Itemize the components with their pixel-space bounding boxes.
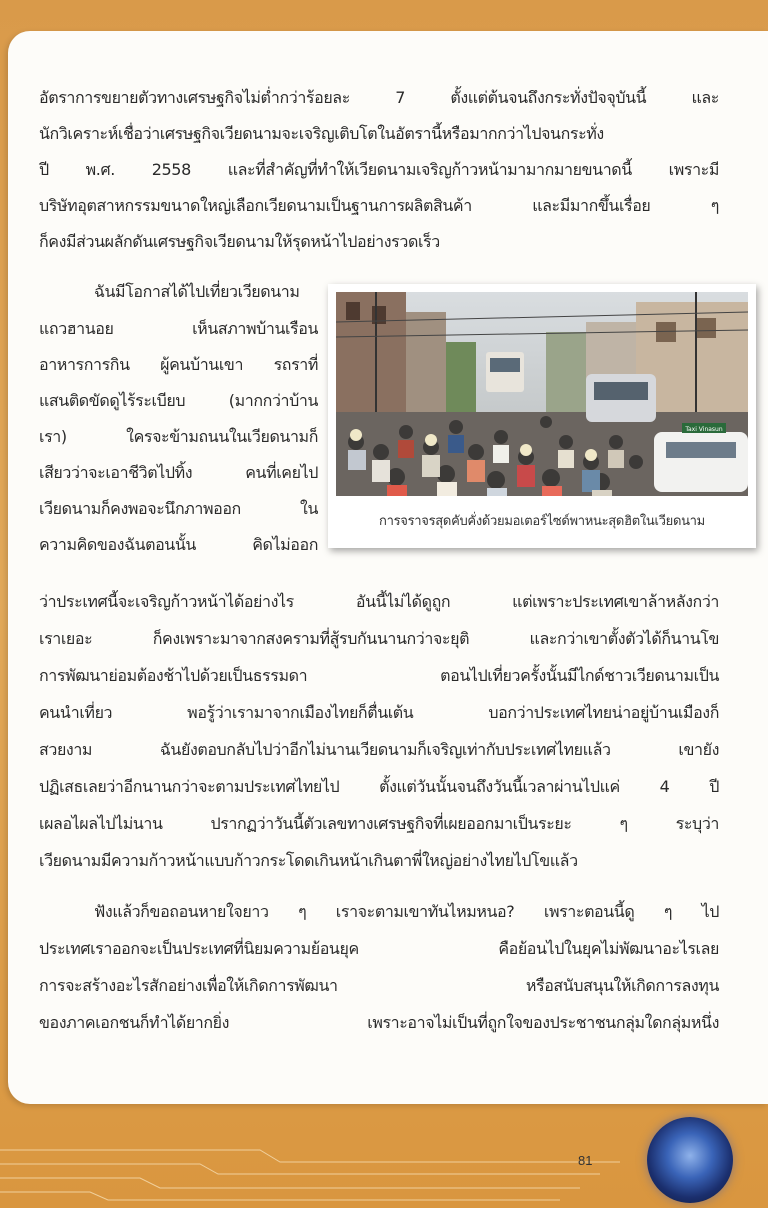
body-text-line: แสนติดขัดดูไร้ระเบียบ (มากกว่าบ้าน [39, 391, 318, 410]
body-text-line: อาหารการกิน ผู้คนบ้านเขา รถราที่ [39, 355, 318, 374]
body-text-line: ฟังแล้วก็ขอถอนหายใจยาว ๆ เราจะตามเขาทันไหมหนอ? เพราะตอนนี้ดู ๆ ไป [94, 902, 719, 921]
photo-caption: การจราจรสุดคับคั่งด้วยมอเตอร์ไซด์พาหนะสุดฮิตในเวียดนาม [379, 514, 705, 529]
page-number: 81 [578, 1153, 593, 1168]
body-text-line: อัตราการขยายตัวทางเศรษฐกิจไม่ต่ำกว่าร้อยละ 7 ตั้งแต่ต้นจนถึงกระทั่งปัจจุบันนี้ และ [39, 88, 719, 107]
body-text-line: เวียดนามมีความก้าวหน้าแบบก้าวกระโดดเกินหน้าเกินตาพี่ใหญ่อย่างไทยไปโขแล้ว [39, 851, 578, 870]
body-text-line: ว่าประเทศนี้จะเจริญก้าวหน้าได้อย่างไร อันนี้ไม่ได้ดูถูก แต่เพราะประเทศเขาล้าหลังกว่า [39, 592, 719, 611]
body-text-line: ความคิดของฉันตอนนั้น คิดไม่ออก [39, 535, 318, 554]
traffic-photo [328, 284, 756, 548]
body-text-line: ปฏิเสธเลยว่าอีกนานกว่าจะตามประเทศไทยไป ตั้งแต่วันนั้นจนถึงวันนี้เวลาผ่านไปแค่ 4 ปี [39, 777, 719, 796]
eye-emblem-icon [647, 1117, 733, 1203]
body-text-line: การพัฒนาย่อมต้องช้าไปด้วยเป็นธรรมดา ตอนไปเที่ยวครั้งนั้นมีไกด์ชาวเวียดนามเป็น [39, 666, 719, 685]
body-text-line: เวียดนามก็คงพอจะนึกภาพออก ใน [39, 499, 318, 518]
traffic-photo-image [336, 292, 748, 496]
taxi-sign: Taxi Vinasun [685, 426, 723, 433]
body-text-line: เสียวว่าจะเอาชีวิตไปทิ้ง คนที่เคยไป [39, 463, 318, 482]
body-text-line: สวยงาม ฉันยังตอบกลับไปว่าอีกไม่นานเวียดนามก็เจริญเท่ากับประเทศไทยแล้ว เขายัง [39, 740, 719, 759]
body-text-line: แถวฮานอย เห็นสภาพบ้านเรือน [39, 319, 318, 338]
body-text-line: ฉันมีโอกาสได้ไปเที่ยวเวียดนาม [94, 282, 300, 301]
body-text-line: นักวิเคราะห์เชื่อว่าเศรษฐกิจเวียดนามจะเจริญเติบโตในอัตรานี้หรือมากกว่าไปจนกระทั่ง [39, 124, 604, 143]
body-text-line: เราเยอะ ก็คงเพราะมาจากสงครามที่สู้รบกันนานกว่าจะยุติ และกว่าเขาตั้งตัวได้ก็นานโข [39, 629, 719, 648]
body-text-line: ก็คงมีส่วนผลักดันเศรษฐกิจเวียดนามให้รุดหน้าไปอย่างรวดเร็ว [39, 232, 440, 251]
body-text-line: เผลอไผลไปไม่นาน ปรากฏว่าวันนี้ตัวเลขทางเศรษฐกิจที่เผยออกมาเป็นระยะ ๆ ระบุว่า [39, 814, 719, 833]
body-text-line: บริษัทอุตสาหกรรมขนาดใหญ่เลือกเวียดนามเป็นฐานการผลิตสินค้า และมีมากขึ้นเรื่อย ๆ [39, 196, 719, 215]
body-text-line: คนนำเที่ยว พอรู้ว่าเรามาจากเมืองไทยก็ตื่นเต้น บอกว่าประเทศไทยน่าอยู่บ้านเมืองก็ [39, 703, 719, 722]
body-text-line: ประเทศเราออกจะเป็นประเทศที่นิยมความย้อนยุค คือย้อนไปในยุคไม่พัฒนาอะไรเลย [39, 939, 719, 958]
body-text-line: ปี พ.ศ. 2558 และที่สำคัญที่ทำให้เวียดนามเจริญก้าวหน้ามามากมายขนาดนี้ เพราะมี [39, 160, 719, 179]
body-text-line: ของภาคเอกชนก็ทำได้ยากยิ่ง เพราะอาจไม่เป็นที่ถูกใจของประชาชนกลุ่มใดกลุ่มหนึ่ง [39, 1013, 719, 1032]
page-sheet [8, 31, 768, 1104]
body-text-line: เรา) ใครจะข้ามถนนในเวียดนามก็ [39, 427, 318, 446]
body-text-line: การจะสร้างอะไรสักอย่างเพื่อให้เกิดการพัฒนา หรือสนับสนุนให้เกิดการลงทุน [39, 976, 719, 995]
